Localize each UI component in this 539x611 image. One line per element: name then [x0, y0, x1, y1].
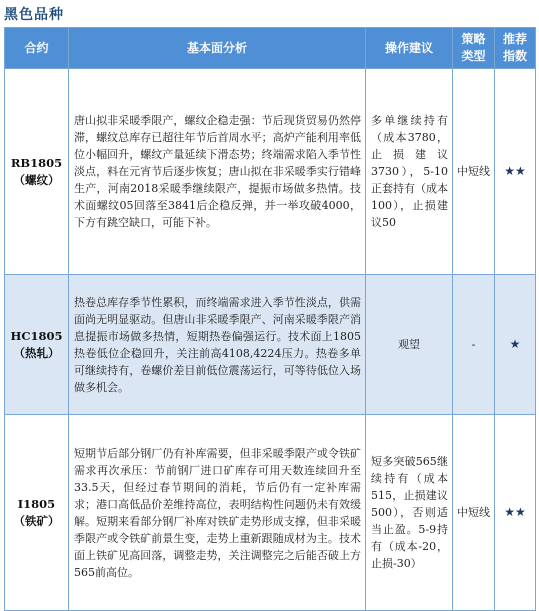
strategy-cell: 中短线	[453, 415, 495, 611]
header-strategy-line1: 策略	[461, 32, 486, 46]
header-rating-line2: 指数	[502, 49, 527, 63]
section-title: 黑色品种	[4, 7, 64, 23]
contract-name: （热轧）	[13, 345, 60, 360]
table-row	[5, 415, 536, 611]
advice-cell: 短多突破565继续持有（成本515，止损建议500），否则适当止盈。5-9持有（成本-20，止损-30）	[366, 415, 453, 611]
analysis-cell: 短期节后部分钢厂仍有补库需要，但非采暖季限产或令铁矿需求再次承压：节前钢厂进口矿库存可用天数连续回升至33.5天，但经过春节期间的消耗，节后仍有一定补库需求；港口高低品价差维持高位，表明结构性问题仍未有效缓解。短期来看部分钢厂补库对铁矿走势形成支撑，但非采暖季限产或令铁矿前景生变，走势上重新跟随成材为主。技术面上铁矿见高回落，调整走势，关注调整完之后能否破上方565前高位。	[69, 415, 366, 611]
header-advice: 操作建议	[366, 28, 453, 69]
header-strategy-line2: 类型	[461, 49, 486, 63]
black-commodities-table	[4, 27, 536, 611]
header-rating-line1: 推荐	[502, 32, 527, 46]
advice-cell: 多单继续持有（成本3780，止损建议3730），5-10正套持有（成本100），止损建议50	[366, 69, 453, 275]
contract-cell	[5, 415, 69, 611]
advice-cell: 观望	[366, 275, 453, 415]
rating-stars: ★★	[495, 415, 536, 611]
contract-cell	[5, 275, 69, 415]
header-rating	[495, 28, 536, 69]
header-strategy	[453, 28, 495, 69]
strategy-cell: 中短线	[453, 69, 495, 275]
contract-name: （螺纹）	[13, 172, 60, 187]
header-analysis: 基本面分析	[69, 28, 366, 69]
analysis-cell: 热卷总库存季节性累积，而终端需求进入季节性淡点，供需面尚无明显驱动。但唐山非采暖季限产、河南采暖季限产消息提振市场做多热情，短期热卷偏强运行。技术面上1805热卷低位企稳回升，关注前高4108,4224压力。热卷多单可继续持有，卷螺价差目前低位震荡运行，可等待低位入场做多机会。	[69, 275, 366, 415]
table-row	[5, 275, 536, 415]
contract-code: I1805	[17, 496, 56, 511]
rating-stars: ★	[495, 275, 536, 415]
rating-stars: ★★	[495, 69, 536, 275]
header-contract: 合约	[5, 28, 69, 69]
strategy-cell: -	[453, 275, 495, 415]
table-header-row	[5, 28, 536, 69]
contract-code: HC1805	[10, 328, 63, 343]
contract-code: RB1805	[10, 155, 63, 170]
analysis-cell: 唐山拟非采暖季限产，螺纹企稳走强：节后现货贸易仍然停滞，螺纹总库存已超往年节后首周水平；高炉产能利用率低位小幅回升，螺纹产量延续下滑态势；终端需求陷入季节性淡点，料在元宵节后逐步恢复；唐山拟在非采暖季实行错峰生产，河南2018采暖季继续限产，提振市场做多热情。技术面螺纹05回落至3841后企稳反弹，并一举攻破4000，下方有跳空缺口，可能下补。	[69, 69, 366, 275]
table-row	[5, 69, 536, 275]
contract-cell	[5, 69, 69, 275]
contract-name: （铁矿）	[13, 513, 60, 528]
